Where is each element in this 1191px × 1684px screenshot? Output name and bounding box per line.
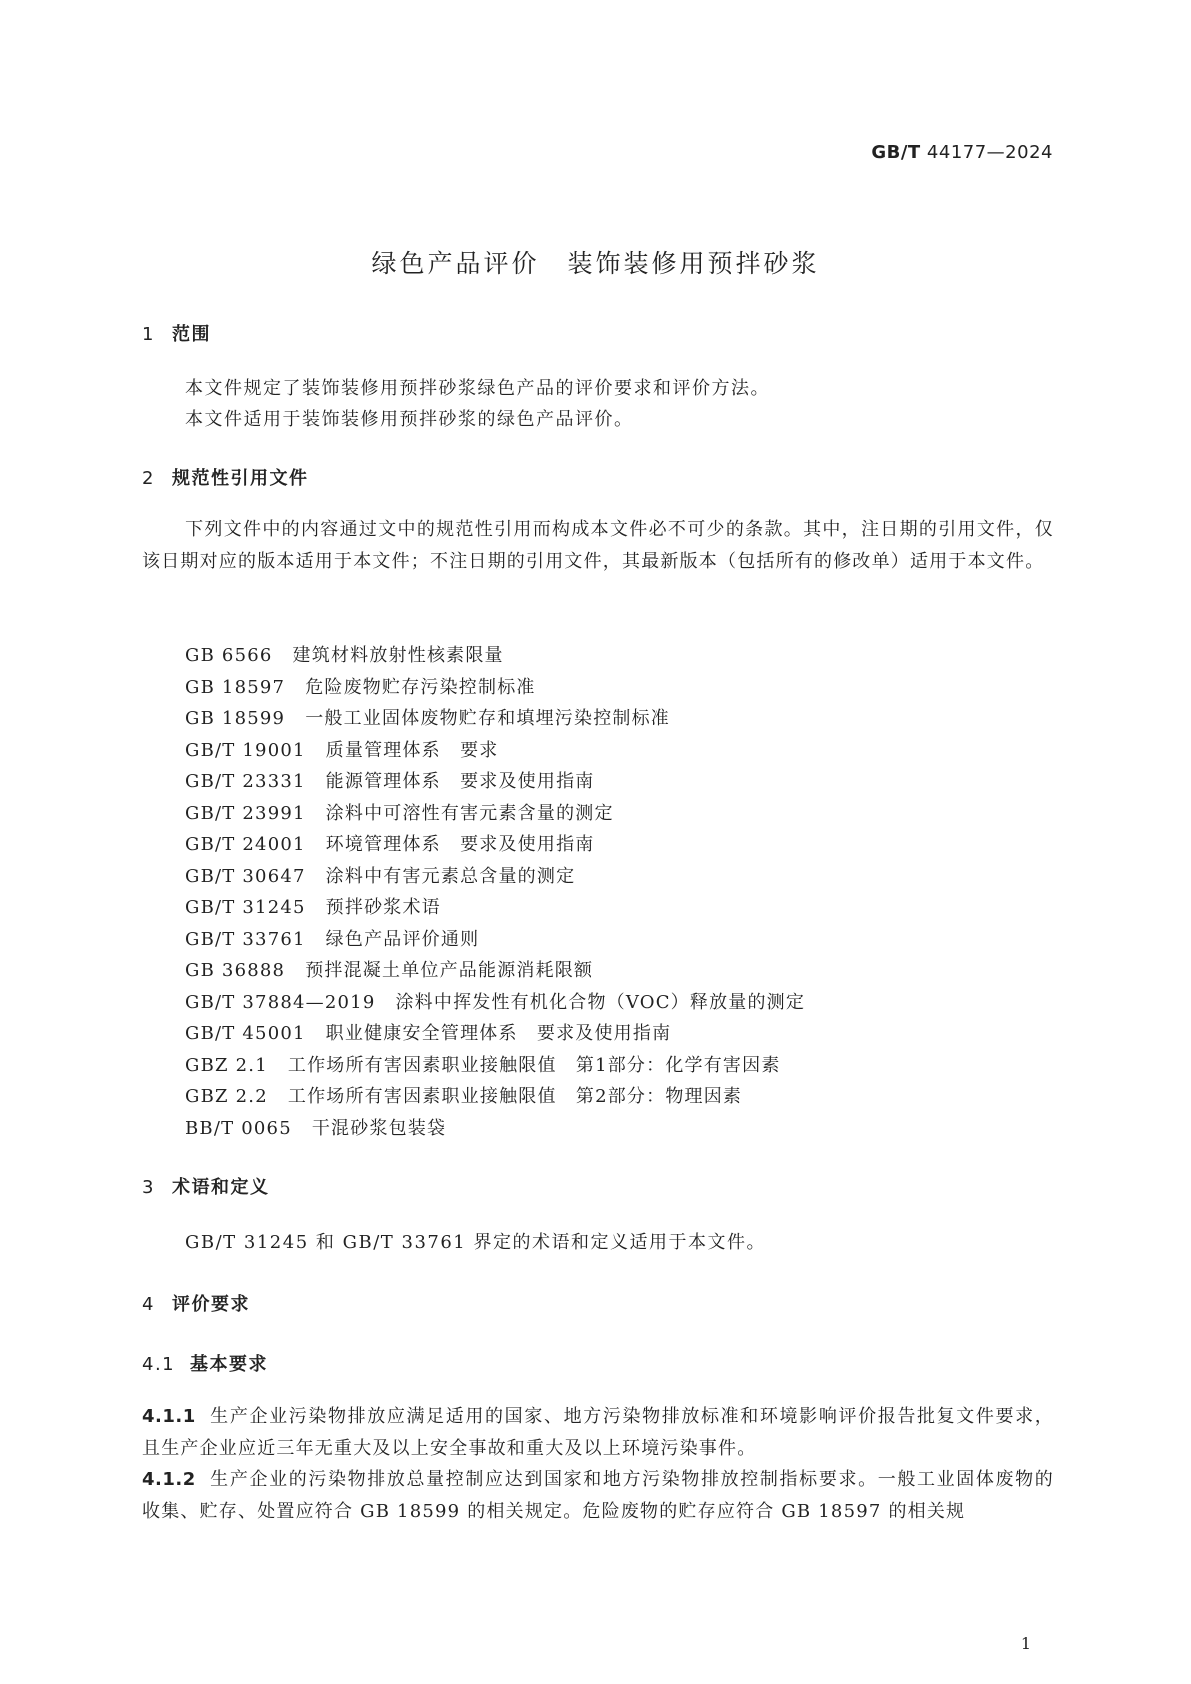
- section-number: 4: [142, 1294, 155, 1315]
- section-4-heading: [142, 1290, 250, 1316]
- normative-references-list: [185, 640, 805, 1144]
- reference-code: GB/T 19001: [185, 739, 306, 761]
- reference-item: [185, 1113, 805, 1145]
- reference-code: GB 18599: [185, 708, 286, 729]
- clause-text: 生产企业污染物排放应满足适用的国家、地方污染物排放标准和环境影响评价报告批复文件要求，且生产企业应近三年无重大及以上安全事故和重大及以上环境污染事件。: [142, 1406, 1054, 1459]
- reference-title: 职业健康安全管理体系 要求及使用指南: [325, 1023, 672, 1044]
- section-number: 2: [142, 468, 155, 489]
- reference-title: 涂料中有害元素总含量的测定: [325, 865, 576, 887]
- subsection-title: 基本要求: [190, 1354, 268, 1375]
- clause-4-1-2: [142, 1464, 1054, 1527]
- section-3-text: GB/T 31245 和 GB/T 33761 界定的术语和定义适用于本文件。: [185, 1232, 766, 1253]
- reference-title: 危险废物贮存污染控制标准: [305, 676, 536, 698]
- reference-item: [185, 829, 805, 861]
- reference-title: 工作场所有害因素职业接触限值 第2部分：物理因素: [287, 1086, 743, 1107]
- reference-item: [185, 955, 805, 987]
- section-2-intro-text: 下列文件中的内容通过文中的规范性引用而构成本文件必不可少的条款。其中，注日期的引用文件，仅该日期对应的版本适用于本文件；不注日期的引用文件，其最新版本（包括所有的修改单）适用于本文件。: [142, 519, 1054, 572]
- standard-code: [871, 142, 1053, 163]
- reference-code: GB 6566: [185, 645, 273, 666]
- reference-code: GB/T 23991: [185, 802, 306, 824]
- reference-title: 质量管理体系 要求: [325, 739, 499, 761]
- section-title: 范围: [172, 324, 211, 345]
- section-number: 3: [142, 1177, 155, 1198]
- section-3-heading: [142, 1173, 270, 1199]
- page-number: 1: [1020, 1634, 1031, 1653]
- reference-title: 绿色产品评价通则: [325, 928, 480, 950]
- reference-code: GB/T 23331: [185, 771, 306, 792]
- subsection-4-1-heading: [142, 1350, 268, 1376]
- reference-code: GB/T 33761: [185, 928, 306, 950]
- reference-item: [185, 892, 805, 924]
- reference-code: GB 18597: [185, 676, 286, 698]
- clause-text: 生产企业的污染物排放总量控制应达到国家和地方污染物排放控制指标要求。一般工业固体废物的收集、贮存、处置应符合 GB 18599 的相关规定。危险废物的贮存应符合 GB 18597 的相关规: [142, 1469, 1054, 1522]
- reference-title: 涂料中可溶性有害元素含量的测定: [325, 802, 614, 824]
- section-title: 评价要求: [172, 1294, 250, 1315]
- section-title: 规范性引用文件: [172, 468, 309, 489]
- reference-title: 工作场所有害因素职业接触限值 第1部分：化学有害因素: [287, 1054, 781, 1076]
- section-number: 1: [142, 324, 155, 345]
- reference-code: BB/T 0065: [185, 1117, 292, 1139]
- reference-title: 一般工业固体废物贮存和填埋污染控制标准: [305, 708, 671, 729]
- reference-code: GB/T 45001: [185, 1023, 306, 1044]
- section-title: 术语和定义: [172, 1177, 270, 1198]
- clause-number: 4.1.1: [142, 1406, 196, 1427]
- reference-item: [185, 1050, 805, 1082]
- reference-item: [185, 640, 805, 672]
- reference-item: [185, 924, 805, 956]
- standard-code-number: 44177—2024: [926, 142, 1053, 163]
- reference-title: 干混砂浆包装袋: [311, 1117, 447, 1139]
- reference-title: 建筑材料放射性核素限量: [292, 645, 504, 666]
- reference-title: 预拌砂浆术语: [325, 897, 441, 918]
- reference-title: 预拌混凝土单位产品能源消耗限额: [305, 960, 594, 981]
- section-2-heading: [142, 464, 309, 490]
- reference-item: [185, 766, 805, 798]
- reference-title: 环境管理体系 要求及使用指南: [325, 834, 595, 855]
- reference-title: 能源管理体系 要求及使用指南: [325, 771, 595, 792]
- reference-code: GB/T 24001: [185, 834, 306, 855]
- reference-item: [185, 1081, 805, 1113]
- clause-number: 4.1.2: [142, 1469, 196, 1490]
- reference-code: GB/T 37884—2019: [185, 991, 376, 1013]
- reference-item: [185, 735, 805, 767]
- reference-code: GBZ 2.1: [185, 1054, 268, 1076]
- section-1-heading: [142, 320, 211, 346]
- reference-item: [185, 861, 805, 893]
- reference-code: GB 36888: [185, 960, 286, 981]
- reference-code: GB/T 31245: [185, 897, 306, 918]
- reference-code: GB/T 30647: [185, 865, 306, 887]
- reference-item: [185, 798, 805, 830]
- reference-title: 涂料中挥发性有机化合物（VOC）释放量的测定: [395, 991, 806, 1013]
- section-1-paragraph-1: 本文件规定了装饰装修用预拌砂浆绿色产品的评价要求和评价方法。: [185, 378, 770, 399]
- reference-code: GBZ 2.2: [185, 1086, 268, 1107]
- document-title: 绿色产品评价 装饰装修用预拌砂浆: [371, 249, 820, 278]
- reference-item: [185, 703, 805, 735]
- reference-item: [185, 672, 805, 704]
- clause-4-1-1: [142, 1401, 1054, 1464]
- subsection-number: 4.1: [142, 1354, 176, 1375]
- standard-code-prefix: GB/T: [871, 142, 921, 163]
- reference-item: [185, 1018, 805, 1050]
- section-2-intro: [142, 514, 1054, 577]
- section-1-paragraph-2: 本文件适用于装饰装修用预拌砂浆的绿色产品评价。: [185, 409, 634, 430]
- reference-item: [185, 987, 805, 1019]
